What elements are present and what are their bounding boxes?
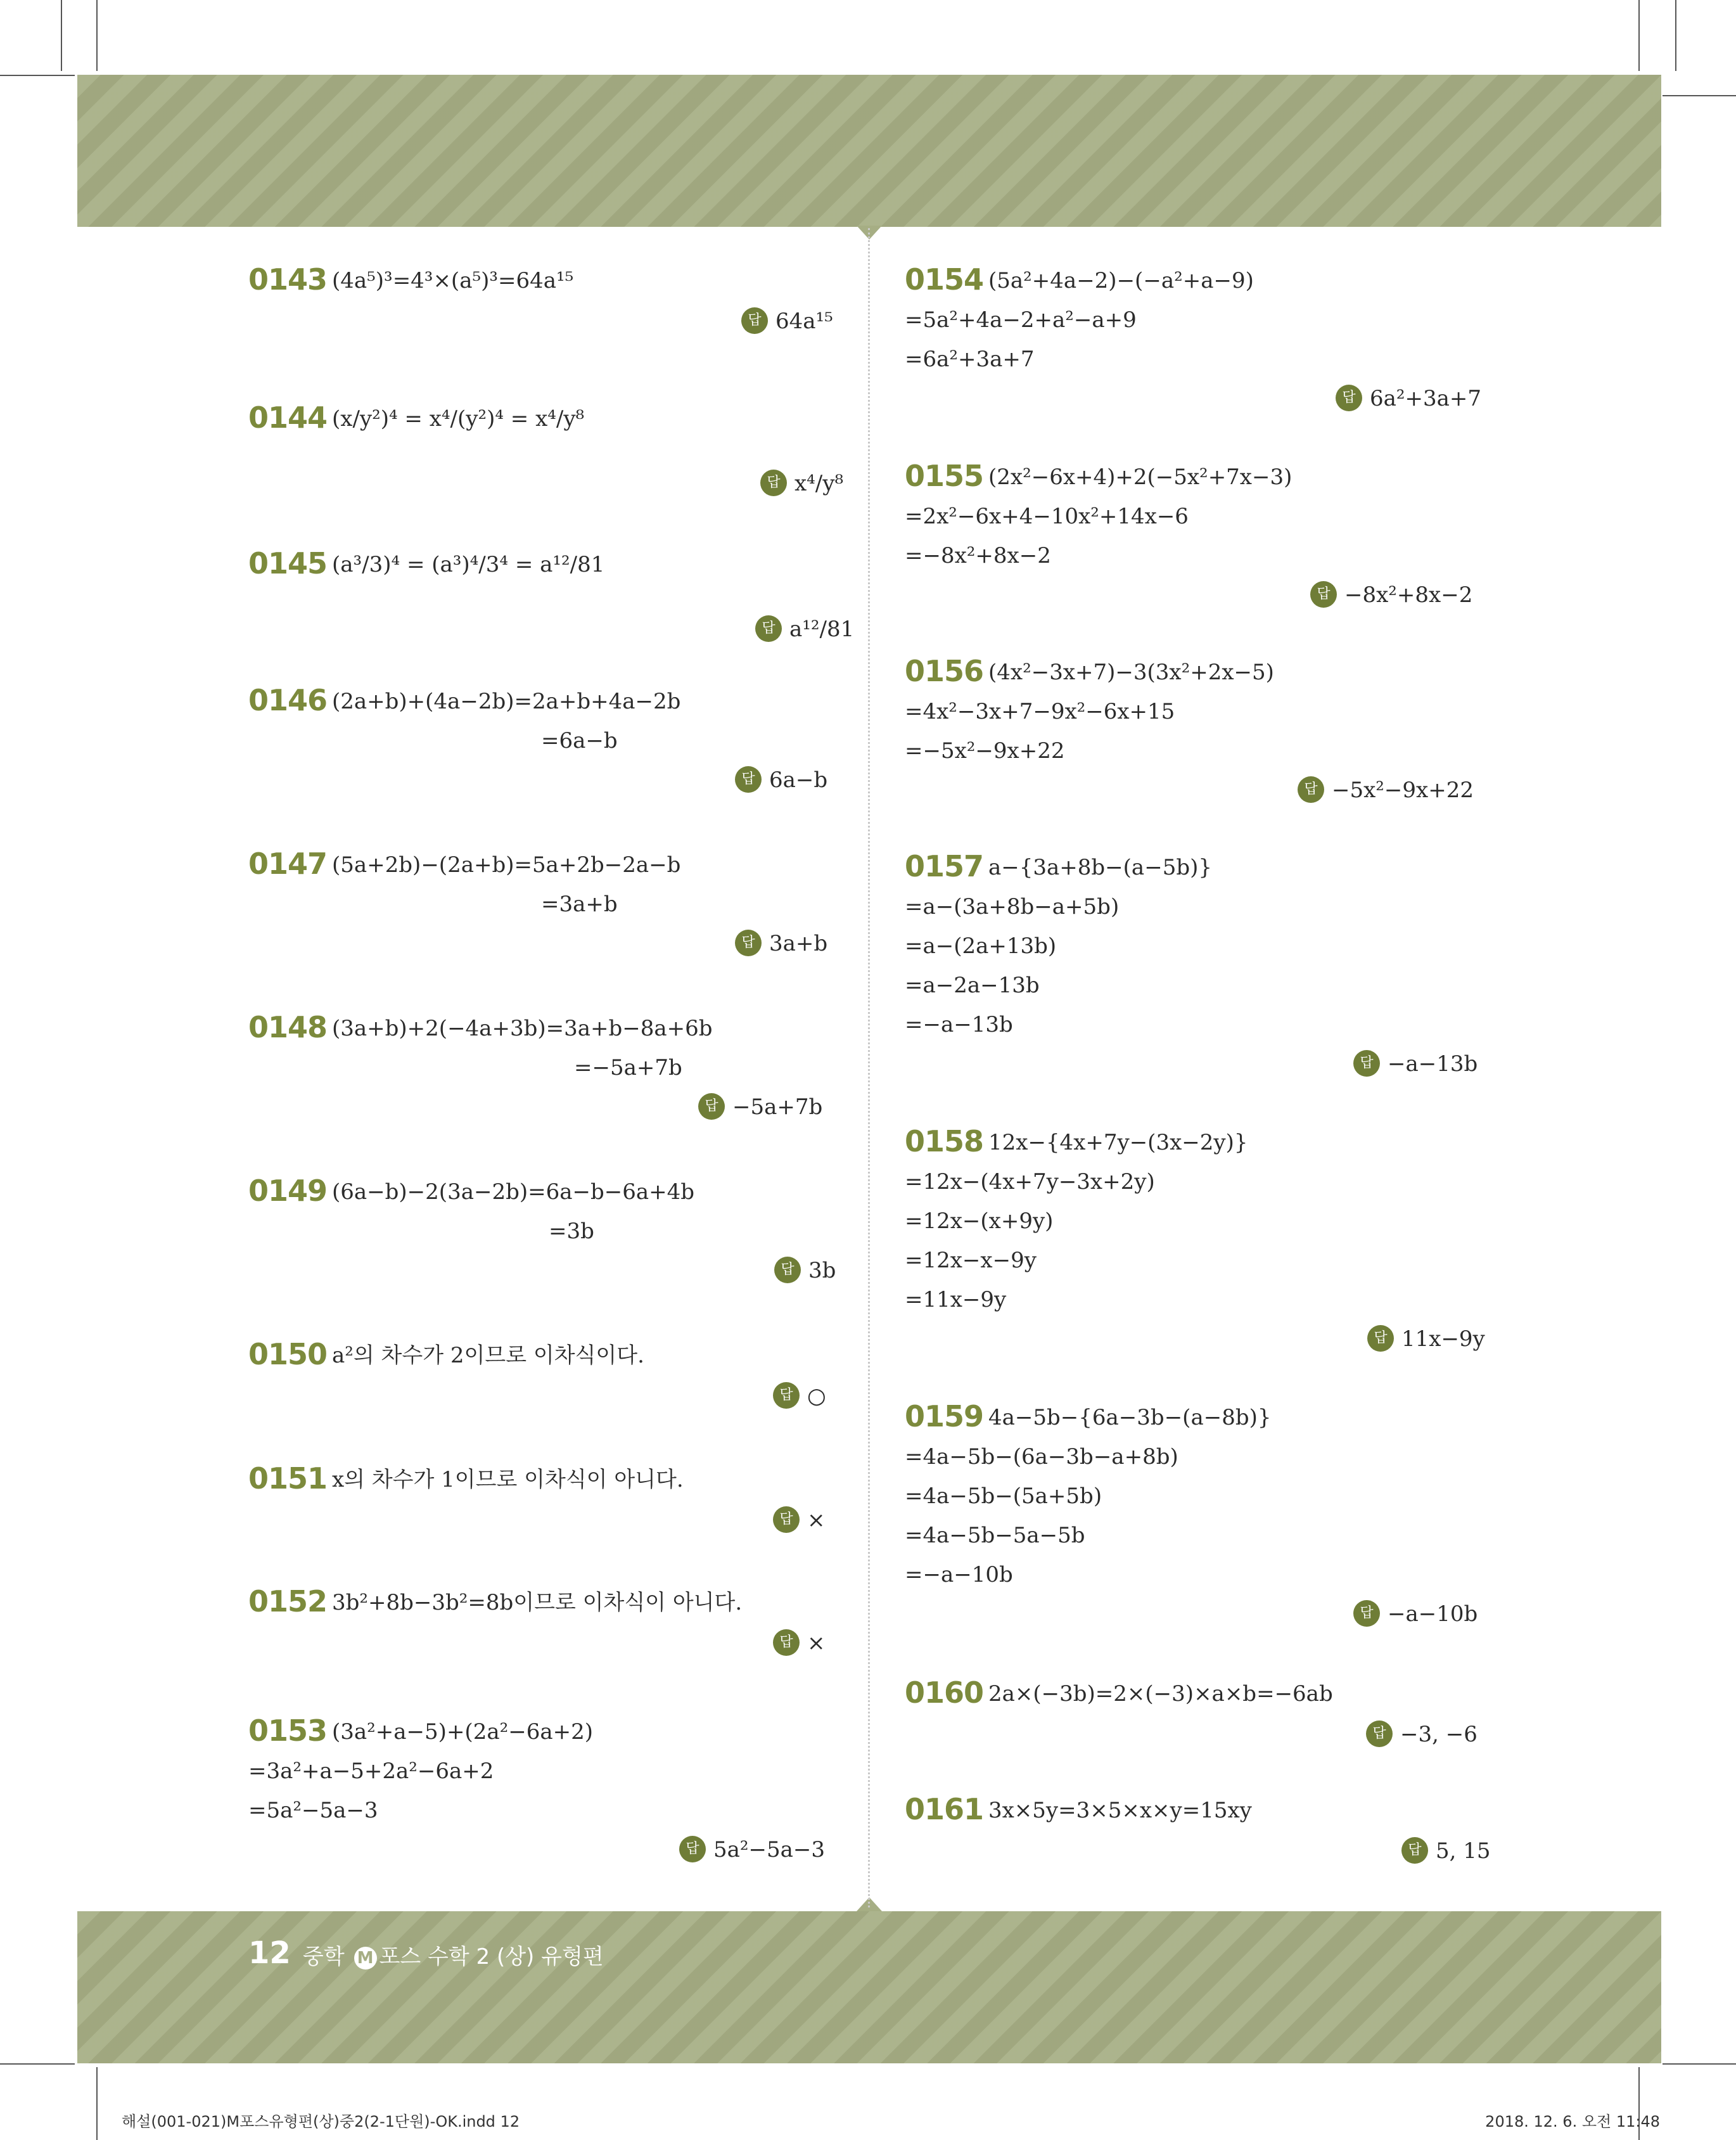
answer-badge: 답: [773, 1382, 800, 1409]
answer-badge: 답: [679, 1836, 706, 1862]
crop-mark: [1675, 0, 1676, 71]
crop-mark: [61, 0, 62, 71]
problem-number: 0147: [248, 847, 328, 881]
problem-number: 0143: [248, 262, 328, 297]
answer: [1401, 1831, 1491, 1871]
answer-badge: 답: [1401, 1837, 1428, 1864]
answer-badge: 답: [741, 307, 768, 334]
answer: [741, 302, 833, 341]
solution-line: (a³/3)⁴ = (a³)⁴/3⁴ = a¹²/81: [332, 552, 605, 577]
answer: [735, 924, 827, 963]
answer-value: 5, 15: [1436, 1838, 1491, 1864]
solution-line: =12x−(x+9y): [905, 1208, 1054, 1234]
solution-line: (2a+b)+(4a−2b)=2a+b+4a−2b: [332, 689, 681, 714]
page-number: 12: [248, 1935, 291, 1971]
solution-line: =−a−13b: [905, 1012, 1013, 1037]
solution-line: =−8x²+8x−2: [905, 543, 1051, 568]
solution-line: =3a+b: [541, 892, 618, 917]
solution-line: =−5x²−9x+22: [905, 738, 1065, 764]
problem-number: 0158: [905, 1124, 984, 1158]
answer: [774, 1251, 836, 1290]
answer-value: ○: [807, 1383, 826, 1409]
problem-number: 0144: [248, 400, 328, 435]
solution-line: a²의 차수가 2이므로 이차식이다.: [332, 1343, 644, 1368]
answer-badge: 답: [774, 1257, 801, 1283]
problem-number: 0159: [905, 1399, 984, 1433]
solution-line: (4x²−3x+7)−3(3x²+2x−5): [988, 660, 1274, 685]
solution-line: =2x²−6x+4−10x²+14x−6: [905, 504, 1189, 529]
footer-band: [77, 1911, 1661, 2063]
answer-value: 3b: [808, 1258, 836, 1283]
solution-line: =3b: [549, 1219, 594, 1244]
solution-line: (5a²+4a−2)−(−a²+a−9): [988, 268, 1254, 293]
answer: [1298, 771, 1474, 810]
answer-value: 64a¹⁵: [775, 309, 833, 334]
header-band: [77, 75, 1661, 227]
answer: [1310, 575, 1472, 615]
print-datetime: 2018. 12. 6. 오전 11:48: [1485, 2113, 1660, 2130]
solution-line: (4a⁵)³=4³×(a⁵)³=64a¹⁵: [332, 268, 574, 293]
answer-value: −5x²−9x+22: [1332, 778, 1474, 803]
solution-line: =5a²−5a−3: [248, 1798, 378, 1823]
answer-value: −5a+7b: [732, 1094, 823, 1120]
answer-value: a¹²/81: [789, 617, 855, 642]
solution-line: a−{3a+8b−(a−5b)}: [988, 855, 1212, 880]
answer-value: 6a−b: [769, 767, 828, 793]
solution-line: (2x²−6x+4)+2(−5x²+7x−3): [988, 465, 1292, 490]
answer-badge: 답: [760, 470, 787, 496]
file-info: 해설(001-021)M포스유형편(상)중2(2-1단원)-OK.indd 12: [122, 2113, 520, 2130]
problem-number: 0145: [248, 546, 328, 580]
problem-number: 0157: [905, 849, 984, 883]
m-logo: M: [354, 1947, 377, 1970]
solution-line: (3a+b)+2(−4a+3b)=3a+b−8a+6b: [332, 1016, 713, 1041]
solution-line: =a−(2a+13b): [905, 933, 1057, 959]
answer-badge: 답: [755, 615, 782, 642]
solution-line: =a−(3a+8b−a+5b): [905, 894, 1120, 919]
crop-mark: [1638, 0, 1640, 71]
solution-line: (3a²+a−5)+(2a²−6a+2): [332, 1719, 594, 1745]
answer: [755, 610, 854, 649]
problem-number: 0148: [248, 1010, 328, 1044]
solution-line: x의 차수가 1이므로 이차식이 아니다.: [332, 1467, 684, 1492]
answer: [698, 1087, 822, 1127]
answer: [679, 1830, 825, 1869]
answer: [1336, 379, 1481, 418]
problem-number: 0146: [248, 683, 328, 717]
answer-badge: 답: [773, 1629, 800, 1656]
problem-number: 0161: [905, 1792, 984, 1826]
answer-value: 3a+b: [769, 931, 828, 956]
solution-line: =5a²+4a−2+a²−a+9: [905, 307, 1137, 333]
problem-number: 0150: [248, 1337, 328, 1371]
answer-badge: 답: [773, 1506, 800, 1533]
crop-mark: [0, 75, 75, 76]
answer: [1353, 1044, 1478, 1084]
answer-value: 5a²−5a−3: [713, 1837, 826, 1862]
answer-value: −a−13b: [1388, 1051, 1478, 1077]
answer: [760, 464, 843, 503]
problem-number: 0149: [248, 1174, 328, 1208]
solution-line: =11x−9y: [905, 1287, 1007, 1312]
solution-line: =6a−b: [541, 728, 618, 753]
answer-badge: 답: [1353, 1600, 1380, 1627]
answer-badge: 답: [1336, 385, 1362, 411]
problem-number: 0153: [248, 1714, 328, 1748]
answer-value: x⁴/y⁸: [795, 471, 844, 496]
answer-value: −3, −6: [1400, 1722, 1478, 1747]
problem-number: 0160: [905, 1675, 984, 1710]
answer: [1366, 1715, 1478, 1754]
answer: [773, 1501, 826, 1540]
problem-number: 0155: [905, 459, 984, 493]
answer-badge: 답: [1298, 776, 1324, 803]
solution-line: 3b²+8b−3b²=8b이므로 이차식이 아니다.: [332, 1590, 743, 1615]
solution-line: (x/y²)⁴ = x⁴/(y²)⁴ = x⁴/y⁸: [332, 406, 585, 432]
title-prefix: 중학: [303, 1944, 345, 1970]
answer: [773, 1624, 826, 1663]
crop-mark: [1663, 2063, 1736, 2065]
answer-value: 6a²+3a+7: [1370, 386, 1482, 411]
solution-line: =3a²+a−5+2a²−6a+2: [248, 1759, 494, 1784]
answer: [1353, 1594, 1478, 1634]
solution-line: =−a−10b: [905, 1562, 1013, 1587]
crop-mark: [1663, 95, 1736, 96]
answer-badge: 답: [1353, 1050, 1380, 1077]
crop-mark: [96, 0, 98, 71]
answer: [735, 760, 827, 800]
solution-line: 2a×(−3b)=2×(−3)×a×b=−6ab: [988, 1681, 1333, 1707]
solution-line: =4x²−3x+7−9x²−6x+15: [905, 699, 1175, 724]
answer-badge: 답: [735, 766, 762, 793]
answer-badge: 답: [1310, 581, 1337, 608]
problem-number: 0152: [248, 1584, 328, 1618]
solution-line: =4a−5b−(5a+5b): [905, 1483, 1102, 1509]
answer-value: −8x²+8x−2: [1344, 582, 1473, 608]
solution-line: =4a−5b−5a−5b: [905, 1523, 1085, 1548]
answer-badge: 답: [1366, 1720, 1393, 1747]
answer-value: ×: [807, 1631, 826, 1656]
problem-number: 0154: [905, 262, 984, 297]
answer-badge: 답: [735, 930, 762, 956]
crop-mark: [96, 2067, 98, 2140]
problem-number: 0151: [248, 1461, 328, 1496]
solution-line: =12x−(4x+7y−3x+2y): [905, 1169, 1155, 1195]
answer-value: 11x−9y: [1401, 1326, 1485, 1352]
solution-line: 4a−5b−{6a−3b−(a−8b)}: [988, 1405, 1272, 1430]
answer-value: −a−10b: [1388, 1601, 1478, 1627]
solution-line: (6a−b)−2(3a−2b)=6a−b−6a+4b: [332, 1179, 695, 1205]
solution-line: 3x×5y=3×5×x×y=15xy: [988, 1798, 1252, 1823]
answer: [1367, 1319, 1485, 1359]
title-suffix: 포스 수학 2 (상) 유형편: [379, 1944, 604, 1970]
solution-line: (5a+2b)−(2a+b)=5a+2b−2a−b: [332, 852, 681, 878]
solution-line: =12x−x−9y: [905, 1248, 1037, 1273]
solution-line: =4a−5b−(6a−3b−a+8b): [905, 1444, 1178, 1470]
book-title: [303, 1939, 604, 1970]
problem-number: 0156: [905, 654, 984, 688]
solution-line: =6a²+3a+7: [905, 347, 1035, 372]
answer-badge: 답: [1367, 1325, 1394, 1352]
answer: [773, 1376, 826, 1416]
solution-line: =−5a+7b: [574, 1055, 682, 1080]
answer-badge: 답: [698, 1093, 725, 1120]
solution-line: 12x−{4x+7y−(3x−2y)}: [988, 1130, 1248, 1155]
answer-value: ×: [807, 1508, 826, 1533]
column-divider: [868, 228, 870, 1907]
crop-mark: [0, 2063, 75, 2065]
solution-line: =a−2a−13b: [905, 973, 1040, 998]
